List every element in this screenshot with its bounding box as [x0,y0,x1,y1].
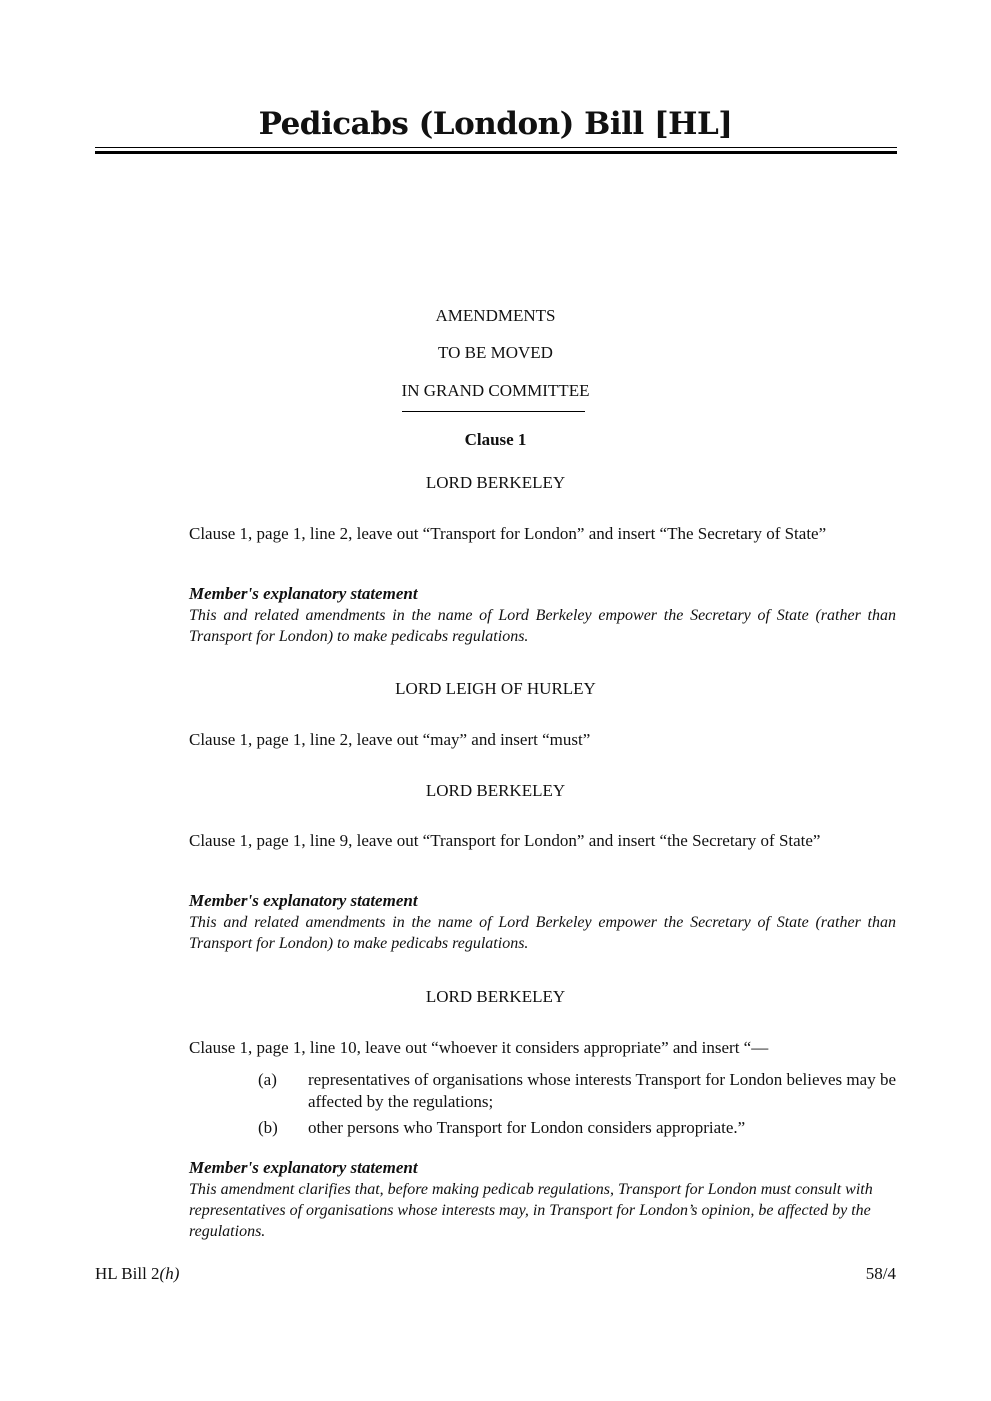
title-rule-thin [95,147,897,148]
bill-title: Pedicabs (London) Bill [HL] [258,106,733,142]
member-name: LORD BERKELEY [425,987,566,1006]
heading-line-2: TO BE MOVED [438,343,553,362]
amendment-text: Clause 1, page 1, line 2, leave out “Transport for London” and insert “The Secretary of State” [189,524,827,543]
statement-heading: Member's explanatory statement [189,584,418,603]
amendment-text: Clause 1, page 1, line 9, leave out “Transport for London” and insert “the Secretary of State” [189,831,821,850]
bill-number-suffix: (h) [159,1264,180,1283]
item-label: (a) [258,1070,277,1089]
item-text: representatives of organisations whose interests Transport for London believes may be affected by the regulations; [308,1070,896,1111]
item-text: other persons who Transport for London considers appropriate.” [308,1118,746,1137]
title-rule-thick [95,151,897,154]
bill-number [95,1264,179,1284]
statement-heading: Member's explanatory statement [189,1158,418,1177]
item-label: (b) [258,1118,278,1137]
statement-text: This and related amendments in the name of Lord Berkeley empower the Secretary of State (rather than Transport for London) to make pedicabs regulations. [189,914,896,952]
heading-line-3: IN GRAND COMMITTEE [401,381,590,400]
amendment-text: Clause 1, page 1, line 2, leave out “may” and insert “must” [189,730,591,749]
bill-number-prefix: HL Bill 2 [95,1264,160,1283]
clause-heading: Clause 1 [464,430,527,449]
heading-line-1: AMENDMENTS [435,306,556,325]
member-name: LORD BERKELEY [425,781,566,800]
statement-heading: Member's explanatory statement [189,891,418,910]
statement-text: This and related amendments in the name of Lord Berkeley empower the Secretary of State (rather than Transport for London) to make pedicabs regulations. [189,607,896,645]
amendment-text: Clause 1, page 1, line 10, leave out “whoever it considers appropriate” and insert “— [189,1038,769,1057]
statement-text: This amendment clarifies that, before making pedicab regulations, Transport for London must consult with representatives of organisations whose interests may, in Transport for London’s opinion, be affected by the regulations. [189,1181,873,1240]
heading-rule [402,411,585,412]
member-name: LORD BERKELEY [425,473,566,492]
member-name: LORD LEIGH OF HURLEY [395,679,596,698]
page-reference: 58/4 [865,1264,896,1283]
